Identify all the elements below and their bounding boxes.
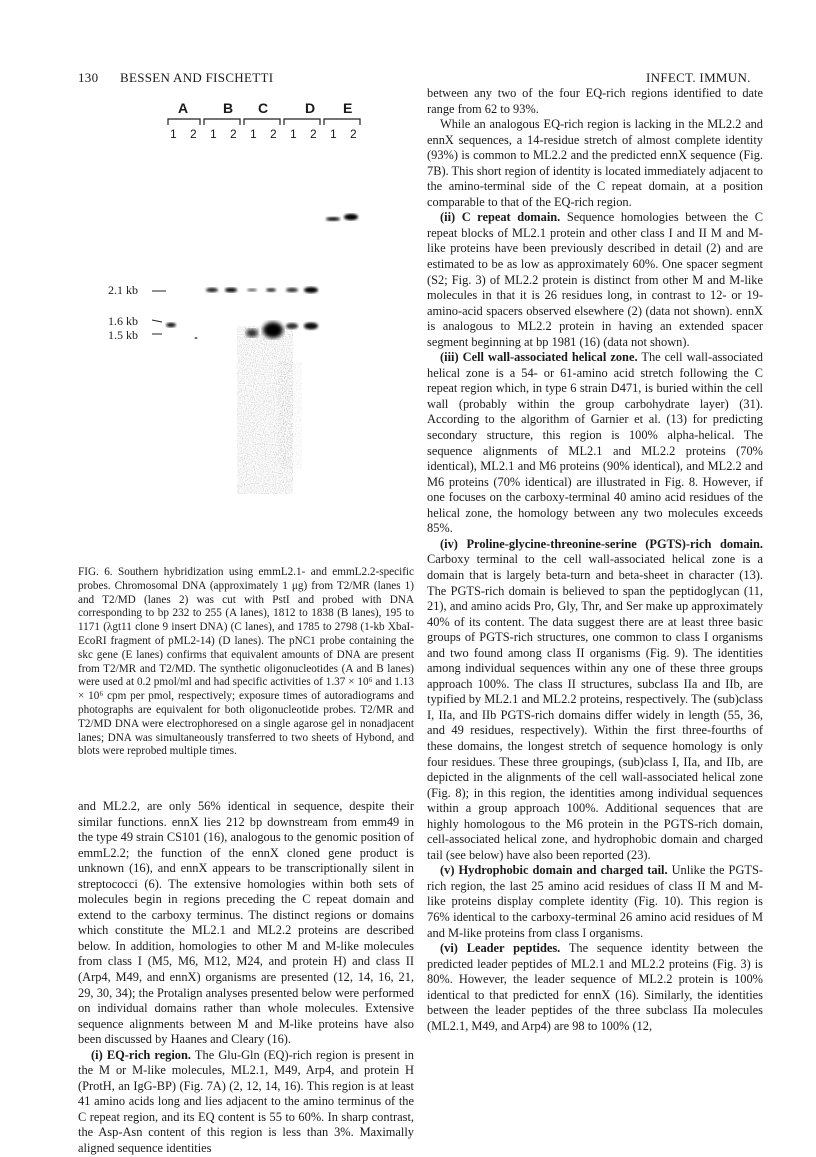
caption-text: Southern hybridization using emmL2.1- and emmL2.2-specific probes. Chromosomal DNA (approximately 1 μg) from T2/MR (lanes 1) and T2/MD (lanes 2) was cut with PstI and probed with DNA corresponding to bp 232 to 255 (A lanes), 1812 to 1838 (B lanes), 195 to 1171 (λgt11 clone 9 insert DNA) (C lanes), and 1785 to 2798 (1-kb XbaI-EcoRI fragment of pML2-14) (D lanes). The pNC1 probe containing the skc gene (E lanes) confirms that equivalent amounts of DNA are present from T2/MR and T2/MD. The synthetic oligonucleotides (A and B lanes) were used at 0.2 pmol/ml and had specific activities of 1.37 × 10⁶ and 1.13 × 10⁶ cpm per pmol, respectively; exposure times of autoradiograms and photographs are equivalent for both oligonucleotide probes. T2/MR and T2/MD DNA were electrophoresed on a single agarose gel in nonadjacent lanes; DNA was simultaneously transferred to two sheets of Hybond, and blots were reprobed multiple times. [78, 566, 414, 758]
paragraph: and ML2.2, are only 56% identical in sequence, despite their similar functions. ennX lies 212 bp downstream from emm49 in the type 49 strain CS101 (16), analogous to the genomic position of emmL2.2; the function of the ennX cloned gene product is unknown (16), and ennX appears to be transcriptionally silent in streptococci (6). The extensive homologies within both sets of molecules begin in regions preceding the C repeat domain and extend to the carboxy terminus. The distinct regions or domains which constitute the ML2.1 and ML2.2 proteins are described below. In addition, homologies to other M and M-like molecules from class I (M5, M6, M12, M24, and protein H) and class II (Arp4, M49, and ennX) organisms are presented (12, 14, 16, 21, 29, 30, 34); the Protalign analyses presented below were performed on individual domains rather than whole molecules. Extensive sequence alignments between M and M-like proteins have also been discussed by Haanes and Cleary (16). [78, 799, 414, 1047]
lane-group-b: B [223, 100, 234, 116]
section-heading: (iii) Cell wall-associated helical zone. [440, 350, 638, 365]
lane-b-1: 1 [210, 127, 217, 141]
lane-a-2: 2 [190, 127, 197, 141]
lane-d-2: 2 [310, 127, 317, 141]
running-journal: INFECT. IMMUN. [646, 70, 751, 85]
paragraph-c-repeat: (ii) C repeat domain. Sequence homologies between the C repeat blocks of ML2.1 protein and other class I and II M and M-like proteins have been previously described in detail (2) and are estimated to be as low as approximately 60%. One spacer segment (S2; Fig. 3) of ML2.2 protein is distinct from other M and M-like molecules in that it is 26 residues long, in contrast to 12- or 19-amino-acid spacers observed elsewhere (2) (data not shown). ennX is analogous to ML2.2 protein in having an extended spacer segment beginning at bp 1981 (16) (data not shown). [427, 210, 763, 349]
paragraph-leader-peptides: (vi) Leader peptides. The sequence identity between the predicted leader peptides of ML2.1 and ML2.2 proteins (Fig. 3) is 80%. However, the leader sequence of ML2.2 protein is 100% identical to that predicted for ennX (16). Similarly, the identities between the leader peptides of the three subclass IIa molecules (ML2.1, M49, and Arp4) are 98 to 100% (12, [427, 941, 763, 1033]
lane-d-1: 1 [290, 127, 297, 141]
paragraph-hydrophobic-domain: (v) Hydrophobic domain and charged tail. Unlike the PGTS-rich region, the last 25 amino acid residues of class II M and M-like proteins display complete identity (Fig. 10). This region is 76% identical to the carboxy-terminal 26 amino acid residues of M and M-like proteins from class I organisms. [427, 863, 763, 940]
paragraph-pgts-domain: (iv) Proline-glycine-threonine-serine (PGTS)-rich domain. Carboxy terminal to the cell wall-associated helical zone is a domain that is largely beta-turn and beta-sheet in character (13). The PGTS-rich domain is believed to span the peptidoglycan (11, 21), and amino acids Pro, Gly, Thr, and Ser make up approximately 40% of its content. The data suggest there are at least three basic groups of PGTS-rich structures, one common to class I organisms and two found among class II organisms (Fig. 9). The identities among individual sequences within any one of these three groups approach 100%. The class II structures, subclass IIa and IIb, are typified by ML2.1 and ML2.2 proteins, respectively. The (sub)class I, IIa, and IIb PGTS-rich domains differ widely in length (55, 36, and 49 residues, respectively). Within the first three-fourths of these domains, the longest stretch of sequence homology is only four residues. These three groupings, (sub)class I, IIa, and IIb, are depicted in the alignments of the cell wall-associated helical zone (Fig. 8); in this region, the identities among individual sequences within a group approach 100%. Additional sequences that are highly homologous to the M6 protein in the PGTS-rich domain, cell-associated helical zone, and hydrophobic domain and charged tail (see below) have also been reported (23). [427, 536, 763, 862]
left-column [78, 799, 414, 1157]
page-number: 130 [78, 70, 99, 85]
lane-group-c: C [258, 100, 269, 116]
lane-e-1: 1 [330, 127, 337, 141]
paragraph: While an analogous EQ-rich region is lacking in the ML2.2 and ennX sequences, a 14-residue stretch of almost complete identity (93%) is common to ML2.2 and the predicted ennX sequence (Fig. 7B). This short region of identity is located immediately adjacent to the amino-terminal side of the C repeat domain, at a position comparable to that of the EQ-rich region. [427, 117, 763, 209]
caption-label: FIG. 6. [78, 566, 113, 578]
lane-group-e: E [343, 100, 353, 116]
lane-a-1: 1 [170, 127, 177, 141]
paragraph-helical-zone: (iii) Cell wall-associated helical zone. The cell wall-associated helical zone is a 54- or 61-amino acid stretch following the C repeat region which, in type 6 strain D471, is buried within the cell wall (probably within the group carbohydrate layer) (31). According to the algorithm of Garnier et al. (13) for predicting secondary structure, this region is 100% alpha-helical. The sequence alignments of ML2.1 and ML2.2 proteins (70% identical), ML2.1 and M6 proteins (90% identical), and ML2.2 and M6 proteins (70% identical) are illustrated in Fig. 8. However, if one focuses on the carboxy-terminal 40 amino acid residues of the helical zone, the homology between any two molecules exceeds 85%. [427, 350, 763, 536]
size-marker-1-6kb: 1.6 kb [108, 314, 138, 328]
lane-c-1: 1 [250, 127, 257, 141]
running-authors: BESSEN AND FISCHETTI [120, 70, 274, 85]
blot-image [130, 140, 430, 540]
southern-blot-figure [108, 100, 430, 540]
section-heading: (i) EQ-rich region. [91, 1047, 191, 1062]
lane-group-d: D [305, 100, 316, 116]
section-heading: (ii) C repeat domain. [440, 210, 561, 225]
paragraph: between any two of the four EQ-rich regions identified to date range from 62 to 93%. [427, 86, 763, 116]
section-heading: (v) Hydrophobic domain and charged tail. [440, 863, 668, 878]
lane-brackets [166, 117, 366, 127]
section-heading: (vi) Leader peptides. [440, 941, 561, 956]
lane-b-2: 2 [230, 127, 237, 141]
size-marker-2-1kb: 2.1 kb [108, 283, 138, 297]
lane-e-2: 2 [350, 127, 357, 141]
right-column [427, 86, 763, 1034]
lane-c-2: 2 [270, 127, 277, 141]
size-marker-1-5kb: 1.5 kb [108, 328, 138, 342]
figure-caption [78, 566, 414, 759]
section-heading: (iv) Proline-glycine-threonine-serine (PGTS)-rich domain. [440, 536, 763, 551]
paragraph-eq-rich-region: (i) EQ-rich region. The Glu-Gln (EQ)-rich region is present in the M or M-like molecules, ML2.1, M49, Arp4, and protein H (ProtH, an IgG-BP) (Fig. 7A) (2, 12, 14, 16). This region is at least 41 amino acids long and lies adjacent to the amino terminus of the C repeat region, and its EQ content is 55 to 60%. In sharp contrast, the Asp-Asn content of this region is less than 3%. Maximally aligned sequence identities [78, 1047, 414, 1156]
lane-group-a: A [178, 100, 189, 116]
